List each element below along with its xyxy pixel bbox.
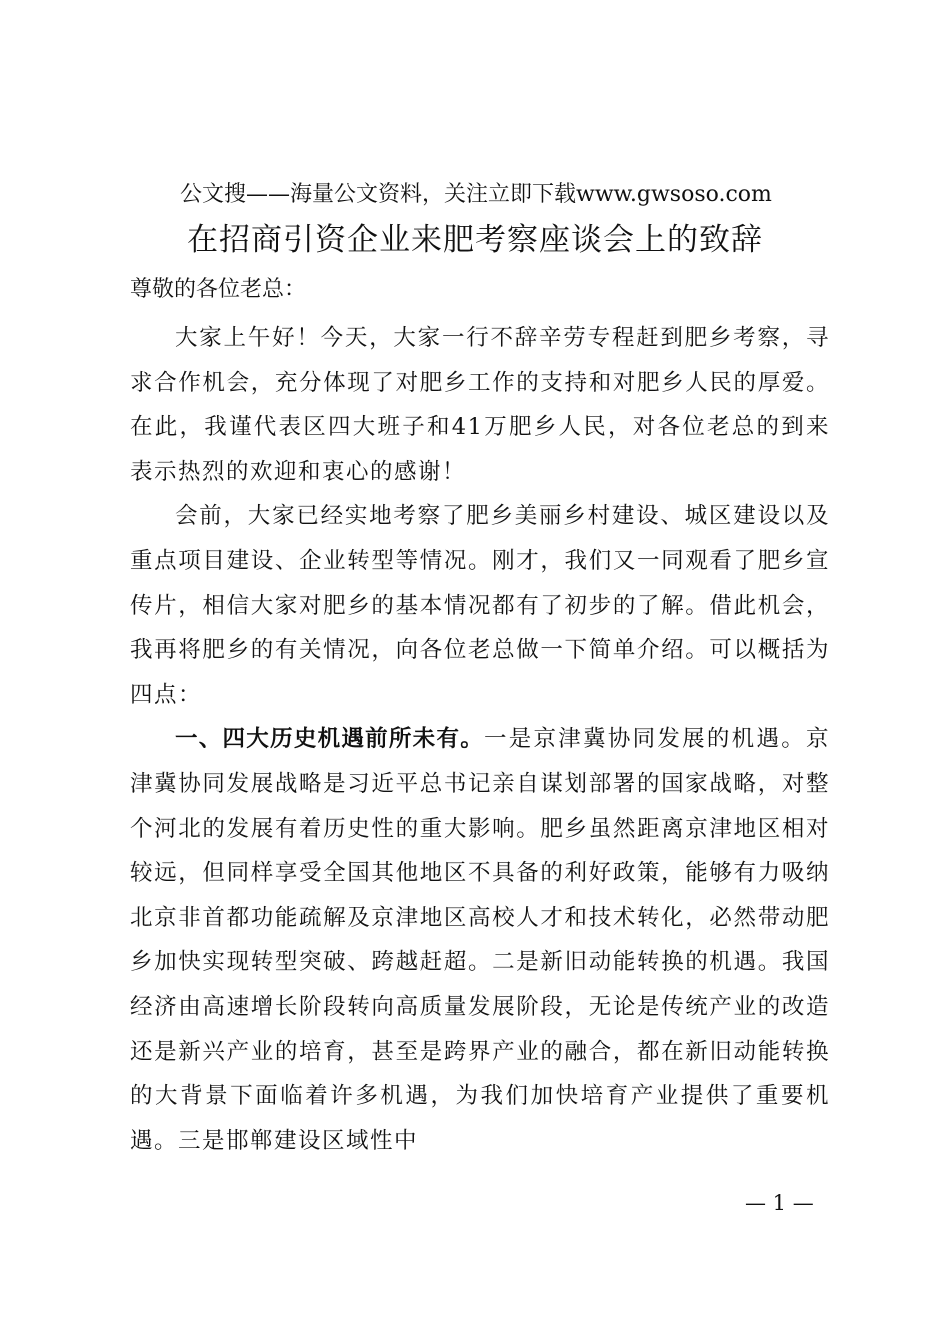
section-1-heading: 一、四大历史机遇前所未有。	[175, 726, 484, 753]
header-banner: 公文搜——海量公文资料，关注立即下载www.gwsoso.com	[180, 182, 772, 207]
paragraph-section-1	[130, 717, 830, 1163]
paragraph-introduction: 会前，大家已经实地考察了肥乡美丽乡村建设、城区建设以及重点项目建设、企业转型等情况。刚才，我们又一同观看了肥乡宣传片，相信大家对肥乡的基本情况都有了初步的了解。借此机会，我再将肥乡的有关情况，向各位老总做一下简单介绍。可以概括为四点：	[130, 503, 830, 708]
page-number: — 1 —	[745, 1191, 814, 1215]
document-title: 在招商引资企业来肥考察座谈会上的致辞	[187, 222, 763, 258]
salutation: 尊敬的各位老总：	[130, 277, 307, 302]
document-body	[130, 316, 830, 1163]
paragraph-greeting: 大家上午好！今天，大家一行不辞辛劳专程赶到肥乡考察，寻求合作机会，充分体现了对肥乡工作的支持和对肥乡人民的厚爱。在此，我谨代表区四大班子和41万肥乡人民，对各位老总的到来表示热烈的欢迎和衷心的感谢！	[130, 325, 830, 485]
section-1-text: 一是京津冀协同发展的机遇。京津冀协同发展战略是习近平总书记亲自谋划部署的国家战略，对整个河北的发展有着历史性的重大影响。肥乡虽然距离京津地区相对较远，但同样享受全国其他地区不具备的利好政策，能够有力吸纳北京非首都功能疏解及京津地区高校人才和技术转化，必然带动肥乡加快实现转型突破、跨越赶超。二是新旧动能转换的机遇。我国经济由高速增长阶段转向高质量发展阶段，无论是传统产业的改造还是新兴产业的培育，甚至是跨界产业的融合，都在新旧动能转换的大背景下面临着许多机遇，为我们加快培育产业提供了重要机遇。三是邯郸建设区域性中	[130, 726, 830, 1154]
